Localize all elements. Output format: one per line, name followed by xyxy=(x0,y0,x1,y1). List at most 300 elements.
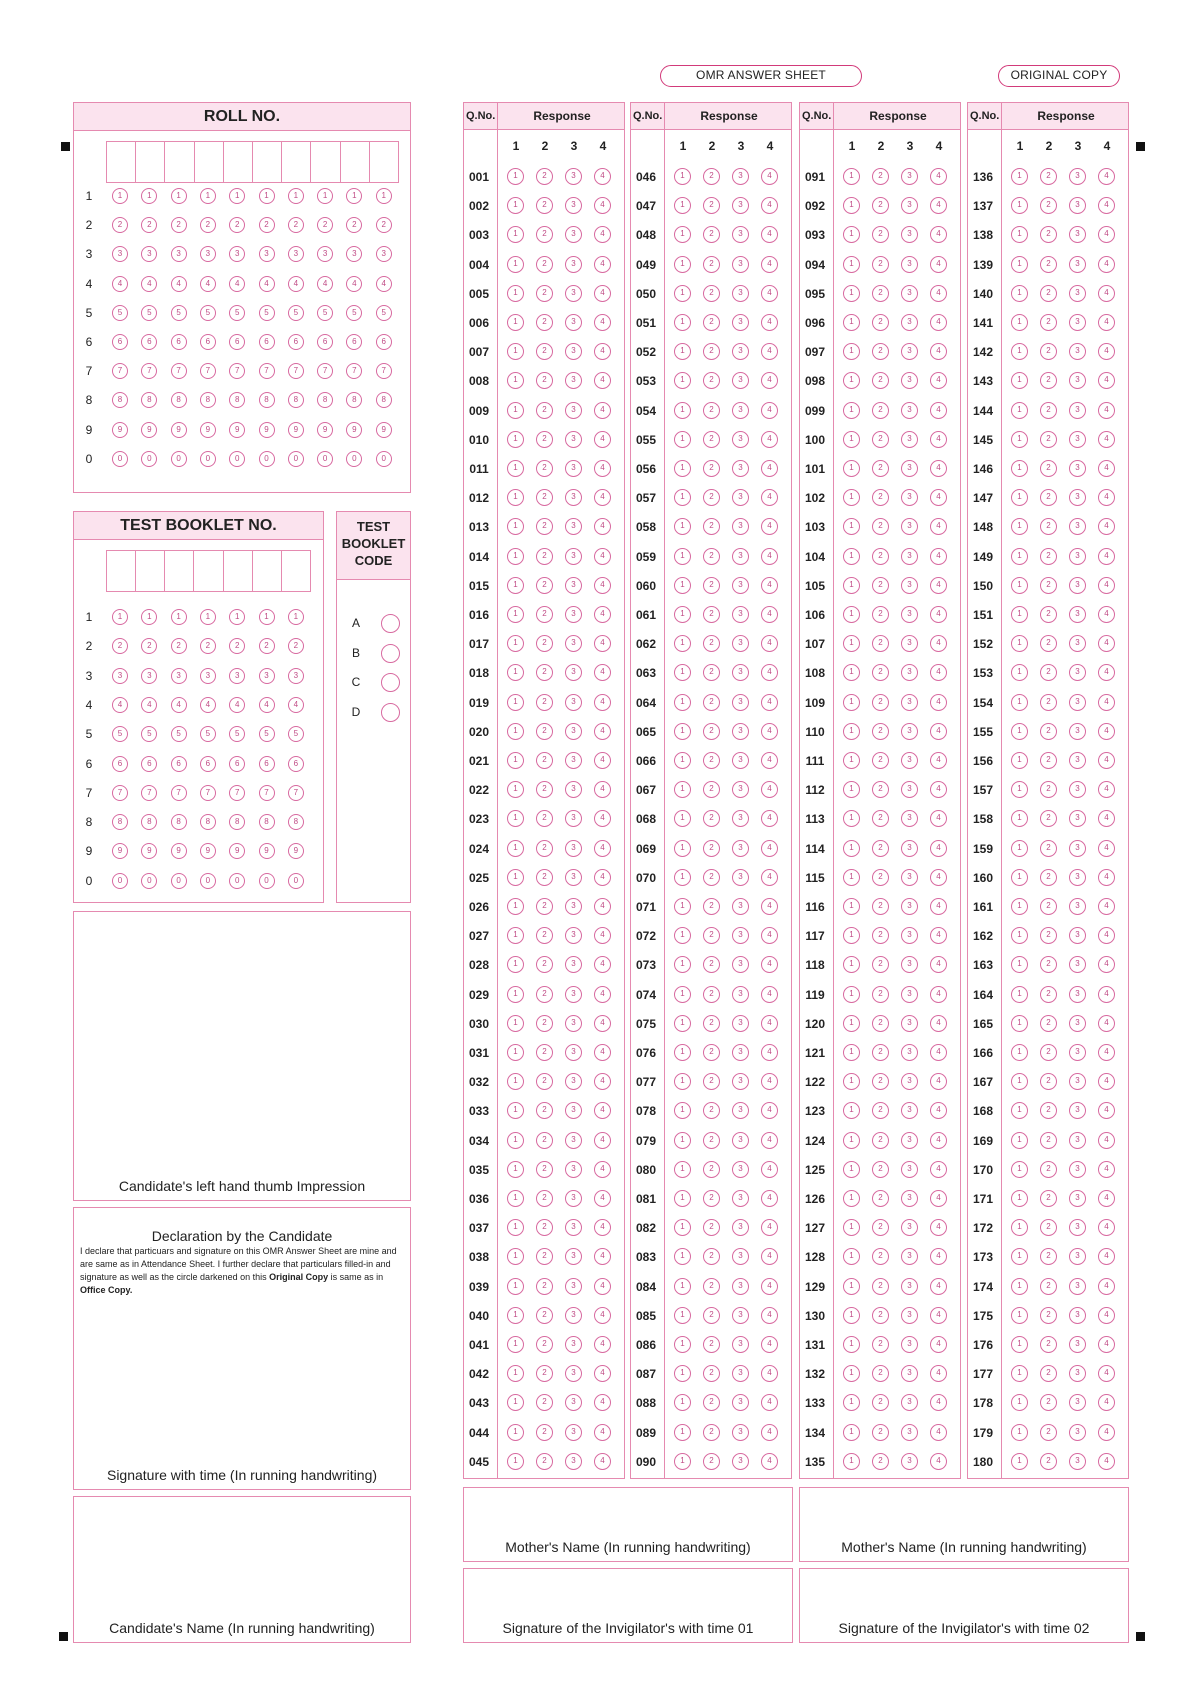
answer-bubble[interactable]: 1 xyxy=(1011,1219,1028,1236)
booklet-bubble[interactable]: 2 xyxy=(171,638,187,654)
answer-bubble[interactable]: 3 xyxy=(1069,314,1086,331)
booklet-bubble[interactable]: 7 xyxy=(171,785,187,801)
booklet-bubble[interactable]: 7 xyxy=(259,785,275,801)
answer-bubble[interactable]: 3 xyxy=(732,1278,749,1295)
roll-bubble[interactable]: 2 xyxy=(200,217,216,233)
answer-bubble[interactable]: 2 xyxy=(536,343,553,360)
answer-bubble[interactable]: 4 xyxy=(761,256,778,273)
booklet-bubble[interactable]: 4 xyxy=(171,697,187,713)
answer-bubble[interactable]: 1 xyxy=(1011,986,1028,1003)
booklet-bubble[interactable]: 8 xyxy=(141,814,157,830)
answer-bubble[interactable]: 1 xyxy=(843,927,860,944)
answer-bubble[interactable]: 4 xyxy=(930,810,947,827)
answer-bubble[interactable]: 3 xyxy=(901,898,918,915)
roll-bubble[interactable]: 8 xyxy=(317,392,333,408)
answer-bubble[interactable]: 2 xyxy=(536,1190,553,1207)
booklet-bubble[interactable]: 4 xyxy=(112,697,128,713)
answer-bubble[interactable]: 4 xyxy=(1098,256,1115,273)
answer-bubble[interactable]: 3 xyxy=(732,343,749,360)
answer-bubble[interactable]: 2 xyxy=(536,1365,553,1382)
answer-bubble[interactable]: 3 xyxy=(732,1453,749,1470)
answer-bubble[interactable]: 3 xyxy=(565,577,582,594)
answer-bubble[interactable]: 2 xyxy=(703,781,720,798)
answer-bubble[interactable]: 3 xyxy=(901,1219,918,1236)
answer-bubble[interactable]: 1 xyxy=(843,986,860,1003)
answer-bubble[interactable]: 3 xyxy=(901,840,918,857)
answer-bubble[interactable]: 4 xyxy=(930,694,947,711)
roll-bubble[interactable]: 9 xyxy=(171,422,187,438)
answer-bubble[interactable]: 2 xyxy=(872,869,889,886)
answer-bubble[interactable]: 4 xyxy=(930,1161,947,1178)
answer-bubble[interactable]: 4 xyxy=(594,1424,611,1441)
answer-bubble[interactable]: 4 xyxy=(594,869,611,886)
answer-bubble[interactable]: 4 xyxy=(761,431,778,448)
answer-bubble[interactable]: 2 xyxy=(1040,1453,1057,1470)
roll-bubble[interactable]: 1 xyxy=(317,188,333,204)
answer-bubble[interactable]: 4 xyxy=(1098,1132,1115,1149)
answer-bubble[interactable]: 1 xyxy=(674,518,691,535)
answer-bubble[interactable]: 2 xyxy=(872,1073,889,1090)
answer-bubble[interactable]: 3 xyxy=(1069,1453,1086,1470)
answer-bubble[interactable]: 3 xyxy=(1069,606,1086,623)
answer-bubble[interactable]: 4 xyxy=(594,986,611,1003)
answer-bubble[interactable]: 4 xyxy=(930,664,947,681)
answer-bubble[interactable]: 1 xyxy=(843,577,860,594)
answer-bubble[interactable]: 1 xyxy=(507,285,524,302)
answer-bubble[interactable]: 4 xyxy=(930,898,947,915)
answer-bubble[interactable]: 4 xyxy=(1098,489,1115,506)
answer-bubble[interactable]: 2 xyxy=(703,197,720,214)
answer-bubble[interactable]: 1 xyxy=(843,548,860,565)
answer-bubble[interactable]: 2 xyxy=(536,197,553,214)
answer-bubble[interactable]: 3 xyxy=(1069,372,1086,389)
roll-bubble[interactable]: 3 xyxy=(317,246,333,262)
thumb-impression-box[interactable] xyxy=(73,911,411,1201)
answer-bubble[interactable]: 1 xyxy=(507,1394,524,1411)
roll-bubble[interactable]: 1 xyxy=(200,188,216,204)
answer-bubble[interactable]: 1 xyxy=(843,1219,860,1236)
answer-bubble[interactable]: 2 xyxy=(872,256,889,273)
answer-bubble[interactable]: 4 xyxy=(761,168,778,185)
invigilator-signature-box-1[interactable] xyxy=(463,1568,793,1643)
roll-bubble[interactable]: 6 xyxy=(376,334,392,350)
answer-bubble[interactable]: 3 xyxy=(1069,840,1086,857)
answer-bubble[interactable]: 1 xyxy=(1011,343,1028,360)
answer-bubble[interactable]: 3 xyxy=(732,635,749,652)
answer-bubble[interactable]: 1 xyxy=(843,606,860,623)
answer-bubble[interactable]: 4 xyxy=(1098,1453,1115,1470)
answer-bubble[interactable]: 4 xyxy=(761,1132,778,1149)
roll-bubble[interactable]: 7 xyxy=(346,363,362,379)
answer-bubble[interactable]: 3 xyxy=(1069,723,1086,740)
answer-bubble[interactable]: 4 xyxy=(761,1307,778,1324)
answer-bubble[interactable]: 2 xyxy=(536,548,553,565)
answer-bubble[interactable]: 2 xyxy=(536,431,553,448)
answer-bubble[interactable]: 4 xyxy=(930,781,947,798)
roll-bubble[interactable]: 3 xyxy=(288,246,304,262)
answer-bubble[interactable]: 2 xyxy=(703,956,720,973)
answer-bubble[interactable]: 1 xyxy=(1011,869,1028,886)
answer-bubble[interactable]: 1 xyxy=(507,372,524,389)
answer-bubble[interactable]: 1 xyxy=(1011,1102,1028,1119)
answer-bubble[interactable]: 1 xyxy=(507,1453,524,1470)
answer-bubble[interactable]: 4 xyxy=(1098,723,1115,740)
roll-bubble[interactable]: 7 xyxy=(200,363,216,379)
answer-bubble[interactable]: 1 xyxy=(507,343,524,360)
answer-bubble[interactable]: 3 xyxy=(1069,752,1086,769)
roll-bubble[interactable]: 3 xyxy=(376,246,392,262)
answer-bubble[interactable]: 4 xyxy=(761,1073,778,1090)
answer-bubble[interactable]: 1 xyxy=(843,1073,860,1090)
answer-bubble[interactable]: 4 xyxy=(761,606,778,623)
answer-bubble[interactable]: 2 xyxy=(703,1044,720,1061)
roll-bubble[interactable]: 4 xyxy=(141,276,157,292)
booklet-bubble[interactable]: 1 xyxy=(288,609,304,625)
answer-bubble[interactable]: 2 xyxy=(536,518,553,535)
answer-bubble[interactable]: 4 xyxy=(930,285,947,302)
answer-bubble[interactable]: 4 xyxy=(1098,869,1115,886)
roll-bubble[interactable]: 6 xyxy=(288,334,304,350)
roll-bubble[interactable]: 4 xyxy=(229,276,245,292)
booklet-bubble[interactable]: 6 xyxy=(259,756,275,772)
answer-bubble[interactable]: 2 xyxy=(703,1073,720,1090)
answer-bubble[interactable]: 2 xyxy=(1040,986,1057,1003)
answer-bubble[interactable]: 1 xyxy=(1011,1044,1028,1061)
answer-bubble[interactable]: 4 xyxy=(761,986,778,1003)
answer-bubble[interactable]: 1 xyxy=(1011,256,1028,273)
answer-bubble[interactable]: 3 xyxy=(901,168,918,185)
answer-bubble[interactable]: 2 xyxy=(1040,1278,1057,1295)
answer-bubble[interactable]: 1 xyxy=(674,1248,691,1265)
answer-bubble[interactable]: 3 xyxy=(565,1102,582,1119)
answer-bubble[interactable]: 2 xyxy=(1040,1307,1057,1324)
answer-bubble[interactable]: 3 xyxy=(901,986,918,1003)
answer-bubble[interactable]: 1 xyxy=(507,226,524,243)
answer-bubble[interactable]: 3 xyxy=(565,226,582,243)
roll-bubble[interactable]: 5 xyxy=(141,305,157,321)
answer-bubble[interactable]: 2 xyxy=(1040,606,1057,623)
answer-bubble[interactable]: 3 xyxy=(901,1394,918,1411)
booklet-bubble[interactable]: 9 xyxy=(259,843,275,859)
answer-bubble[interactable]: 1 xyxy=(674,1424,691,1441)
answer-bubble[interactable]: 4 xyxy=(594,664,611,681)
answer-bubble[interactable]: 1 xyxy=(843,489,860,506)
answer-bubble[interactable]: 2 xyxy=(1040,1336,1057,1353)
answer-bubble[interactable]: 4 xyxy=(594,285,611,302)
answer-bubble[interactable]: 3 xyxy=(732,168,749,185)
answer-bubble[interactable]: 1 xyxy=(507,927,524,944)
answer-bubble[interactable]: 1 xyxy=(843,1424,860,1441)
answer-bubble[interactable]: 1 xyxy=(843,1132,860,1149)
answer-bubble[interactable]: 1 xyxy=(1011,927,1028,944)
answer-bubble[interactable]: 3 xyxy=(1069,1424,1086,1441)
answer-bubble[interactable]: 4 xyxy=(930,723,947,740)
answer-bubble[interactable]: 2 xyxy=(536,460,553,477)
answer-bubble[interactable]: 3 xyxy=(1069,1190,1086,1207)
answer-bubble[interactable]: 2 xyxy=(703,460,720,477)
answer-bubble[interactable]: 2 xyxy=(872,402,889,419)
roll-bubble[interactable]: 8 xyxy=(346,392,362,408)
roll-bubble[interactable]: 1 xyxy=(229,188,245,204)
answer-bubble[interactable]: 2 xyxy=(1040,226,1057,243)
answer-bubble[interactable]: 3 xyxy=(732,1219,749,1236)
answer-bubble[interactable]: 4 xyxy=(1098,168,1115,185)
answer-bubble[interactable]: 3 xyxy=(901,226,918,243)
answer-bubble[interactable]: 4 xyxy=(594,460,611,477)
answer-bubble[interactable]: 2 xyxy=(536,489,553,506)
answer-bubble[interactable]: 3 xyxy=(565,810,582,827)
roll-bubble[interactable]: 0 xyxy=(112,451,128,467)
answer-bubble[interactable]: 2 xyxy=(536,635,553,652)
answer-bubble[interactable]: 2 xyxy=(703,1132,720,1149)
roll-bubble[interactable]: 3 xyxy=(346,246,362,262)
answer-bubble[interactable]: 3 xyxy=(565,489,582,506)
answer-bubble[interactable]: 3 xyxy=(565,606,582,623)
answer-bubble[interactable]: 2 xyxy=(703,577,720,594)
answer-bubble[interactable]: 2 xyxy=(1040,1015,1057,1032)
answer-bubble[interactable]: 3 xyxy=(565,635,582,652)
mother-name-box-1[interactable] xyxy=(463,1487,793,1562)
answer-bubble[interactable]: 4 xyxy=(761,1161,778,1178)
answer-bubble[interactable]: 3 xyxy=(901,1015,918,1032)
answer-bubble[interactable]: 2 xyxy=(872,1365,889,1382)
answer-bubble[interactable]: 1 xyxy=(843,635,860,652)
answer-bubble[interactable]: 2 xyxy=(703,1248,720,1265)
answer-bubble[interactable]: 4 xyxy=(1098,1365,1115,1382)
answer-bubble[interactable]: 4 xyxy=(930,431,947,448)
roll-bubble[interactable]: 3 xyxy=(200,246,216,262)
booklet-no-write-boxes[interactable] xyxy=(106,550,311,592)
answer-bubble[interactable]: 4 xyxy=(1098,285,1115,302)
answer-bubble[interactable]: 2 xyxy=(536,1161,553,1178)
roll-bubble[interactable]: 7 xyxy=(288,363,304,379)
answer-bubble[interactable]: 4 xyxy=(930,489,947,506)
answer-bubble[interactable]: 1 xyxy=(1011,314,1028,331)
answer-bubble[interactable]: 4 xyxy=(1098,1307,1115,1324)
booklet-bubble[interactable]: 9 xyxy=(112,843,128,859)
answer-bubble[interactable]: 1 xyxy=(507,1102,524,1119)
roll-bubble[interactable]: 6 xyxy=(112,334,128,350)
answer-bubble[interactable]: 2 xyxy=(872,197,889,214)
answer-bubble[interactable]: 3 xyxy=(901,752,918,769)
answer-bubble[interactable]: 2 xyxy=(872,927,889,944)
answer-bubble[interactable]: 3 xyxy=(732,752,749,769)
booklet-bubble[interactable]: 2 xyxy=(259,638,275,654)
answer-bubble[interactable]: 2 xyxy=(703,752,720,769)
answer-bubble[interactable]: 1 xyxy=(1011,577,1028,594)
answer-bubble[interactable]: 3 xyxy=(565,314,582,331)
answer-bubble[interactable]: 4 xyxy=(594,840,611,857)
answer-bubble[interactable]: 2 xyxy=(703,1336,720,1353)
answer-bubble[interactable]: 4 xyxy=(1098,431,1115,448)
answer-bubble[interactable]: 4 xyxy=(930,518,947,535)
answer-bubble[interactable]: 3 xyxy=(565,723,582,740)
answer-bubble[interactable]: 2 xyxy=(536,927,553,944)
roll-bubble[interactable]: 7 xyxy=(317,363,333,379)
answer-bubble[interactable]: 4 xyxy=(1098,1278,1115,1295)
answer-bubble[interactable]: 1 xyxy=(507,606,524,623)
answer-bubble[interactable]: 1 xyxy=(674,723,691,740)
answer-bubble[interactable]: 3 xyxy=(732,1015,749,1032)
answer-bubble[interactable]: 1 xyxy=(674,256,691,273)
answer-bubble[interactable]: 1 xyxy=(843,1102,860,1119)
booklet-bubble[interactable]: 5 xyxy=(259,726,275,742)
answer-bubble[interactable]: 1 xyxy=(674,781,691,798)
answer-bubble[interactable]: 2 xyxy=(703,431,720,448)
booklet-bubble[interactable]: 8 xyxy=(229,814,245,830)
answer-bubble[interactable]: 4 xyxy=(930,986,947,1003)
answer-bubble[interactable]: 4 xyxy=(930,1219,947,1236)
answer-bubble[interactable]: 2 xyxy=(872,606,889,623)
roll-bubble[interactable]: 5 xyxy=(112,305,128,321)
answer-bubble[interactable]: 4 xyxy=(930,314,947,331)
answer-bubble[interactable]: 1 xyxy=(674,197,691,214)
answer-bubble[interactable]: 4 xyxy=(761,402,778,419)
answer-bubble[interactable]: 3 xyxy=(565,1424,582,1441)
roll-bubble[interactable]: 3 xyxy=(171,246,187,262)
answer-bubble[interactable]: 2 xyxy=(1040,635,1057,652)
roll-bubble[interactable]: 0 xyxy=(229,451,245,467)
booklet-bubble[interactable]: 1 xyxy=(112,609,128,625)
answer-bubble[interactable]: 3 xyxy=(732,810,749,827)
answer-bubble[interactable]: 1 xyxy=(843,285,860,302)
answer-bubble[interactable]: 4 xyxy=(1098,1424,1115,1441)
booklet-bubble[interactable]: 3 xyxy=(259,668,275,684)
answer-bubble[interactable]: 4 xyxy=(1098,810,1115,827)
roll-bubble[interactable]: 1 xyxy=(171,188,187,204)
answer-bubble[interactable]: 4 xyxy=(1098,402,1115,419)
answer-bubble[interactable]: 1 xyxy=(507,1365,524,1382)
answer-bubble[interactable]: 2 xyxy=(703,1453,720,1470)
answer-bubble[interactable]: 3 xyxy=(1069,548,1086,565)
answer-bubble[interactable]: 1 xyxy=(674,1219,691,1236)
answer-bubble[interactable]: 2 xyxy=(1040,956,1057,973)
answer-bubble[interactable]: 3 xyxy=(1069,1307,1086,1324)
answer-bubble[interactable]: 1 xyxy=(1011,1132,1028,1149)
answer-bubble[interactable]: 1 xyxy=(674,489,691,506)
roll-bubble[interactable]: 9 xyxy=(141,422,157,438)
answer-bubble[interactable]: 1 xyxy=(507,197,524,214)
answer-bubble[interactable]: 4 xyxy=(930,1278,947,1295)
answer-bubble[interactable]: 1 xyxy=(843,1248,860,1265)
answer-bubble[interactable]: 2 xyxy=(536,840,553,857)
answer-bubble[interactable]: 1 xyxy=(507,840,524,857)
answer-bubble[interactable]: 3 xyxy=(565,752,582,769)
answer-bubble[interactable]: 2 xyxy=(872,810,889,827)
answer-bubble[interactable]: 3 xyxy=(732,927,749,944)
answer-bubble[interactable]: 3 xyxy=(732,986,749,1003)
answer-bubble[interactable]: 3 xyxy=(901,956,918,973)
answer-bubble[interactable]: 1 xyxy=(674,840,691,857)
answer-bubble[interactable]: 2 xyxy=(872,664,889,681)
answer-bubble[interactable]: 1 xyxy=(674,460,691,477)
answer-bubble[interactable]: 2 xyxy=(536,664,553,681)
answer-bubble[interactable]: 4 xyxy=(1098,1044,1115,1061)
roll-bubble[interactable]: 4 xyxy=(317,276,333,292)
answer-bubble[interactable]: 1 xyxy=(1011,1453,1028,1470)
answer-bubble[interactable]: 3 xyxy=(565,1394,582,1411)
answer-bubble[interactable]: 2 xyxy=(1040,1073,1057,1090)
answer-bubble[interactable]: 1 xyxy=(843,1394,860,1411)
answer-bubble[interactable]: 3 xyxy=(732,285,749,302)
answer-bubble[interactable]: 2 xyxy=(1040,343,1057,360)
answer-bubble[interactable]: 3 xyxy=(1069,869,1086,886)
answer-bubble[interactable]: 3 xyxy=(1069,1073,1086,1090)
answer-bubble[interactable]: 2 xyxy=(703,664,720,681)
answer-bubble[interactable]: 4 xyxy=(761,1190,778,1207)
answer-bubble[interactable]: 1 xyxy=(507,1219,524,1236)
answer-bubble[interactable]: 3 xyxy=(1069,956,1086,973)
answer-bubble[interactable]: 1 xyxy=(1011,518,1028,535)
answer-bubble[interactable]: 2 xyxy=(872,314,889,331)
answer-bubble[interactable]: 2 xyxy=(1040,694,1057,711)
answer-bubble[interactable]: 2 xyxy=(703,606,720,623)
answer-bubble[interactable]: 3 xyxy=(732,1336,749,1353)
answer-bubble[interactable]: 2 xyxy=(1040,1161,1057,1178)
answer-bubble[interactable]: 4 xyxy=(930,1424,947,1441)
answer-bubble[interactable]: 4 xyxy=(930,1015,947,1032)
answer-bubble[interactable]: 4 xyxy=(761,372,778,389)
answer-bubble[interactable]: 2 xyxy=(872,1190,889,1207)
answer-bubble[interactable]: 3 xyxy=(901,577,918,594)
roll-bubble[interactable]: 8 xyxy=(200,392,216,408)
answer-bubble[interactable]: 2 xyxy=(536,314,553,331)
answer-bubble[interactable]: 4 xyxy=(594,956,611,973)
answer-bubble[interactable]: 4 xyxy=(594,1248,611,1265)
answer-bubble[interactable]: 3 xyxy=(901,343,918,360)
answer-bubble[interactable]: 3 xyxy=(1069,489,1086,506)
answer-bubble[interactable]: 3 xyxy=(1069,460,1086,477)
answer-bubble[interactable]: 1 xyxy=(674,869,691,886)
answer-bubble[interactable]: 4 xyxy=(930,256,947,273)
answer-bubble[interactable]: 4 xyxy=(594,1161,611,1178)
answer-bubble[interactable]: 3 xyxy=(732,402,749,419)
answer-bubble[interactable]: 1 xyxy=(843,1015,860,1032)
answer-bubble[interactable]: 2 xyxy=(536,956,553,973)
answer-bubble[interactable]: 4 xyxy=(761,343,778,360)
answer-bubble[interactable]: 4 xyxy=(594,256,611,273)
answer-bubble[interactable]: 1 xyxy=(507,460,524,477)
answer-bubble[interactable]: 1 xyxy=(507,1336,524,1353)
answer-bubble[interactable]: 3 xyxy=(565,1278,582,1295)
answer-bubble[interactable]: 1 xyxy=(1011,781,1028,798)
answer-bubble[interactable]: 3 xyxy=(901,372,918,389)
answer-bubble[interactable]: 3 xyxy=(732,1307,749,1324)
answer-bubble[interactable]: 4 xyxy=(930,343,947,360)
answer-bubble[interactable]: 2 xyxy=(872,1161,889,1178)
answer-bubble[interactable]: 1 xyxy=(507,723,524,740)
answer-bubble[interactable]: 2 xyxy=(536,1102,553,1119)
answer-bubble[interactable]: 1 xyxy=(674,898,691,915)
answer-bubble[interactable]: 4 xyxy=(761,489,778,506)
answer-bubble[interactable]: 1 xyxy=(1011,372,1028,389)
answer-bubble[interactable]: 2 xyxy=(872,1044,889,1061)
answer-bubble[interactable]: 3 xyxy=(1069,577,1086,594)
answer-bubble[interactable]: 4 xyxy=(1098,577,1115,594)
roll-bubble[interactable]: 2 xyxy=(229,217,245,233)
answer-bubble[interactable]: 2 xyxy=(703,168,720,185)
answer-bubble[interactable]: 1 xyxy=(674,168,691,185)
roll-bubble[interactable]: 0 xyxy=(317,451,333,467)
answer-bubble[interactable]: 3 xyxy=(1069,635,1086,652)
answer-bubble[interactable]: 2 xyxy=(703,1365,720,1382)
answer-bubble[interactable]: 1 xyxy=(1011,1015,1028,1032)
answer-bubble[interactable]: 4 xyxy=(761,781,778,798)
answer-bubble[interactable]: 3 xyxy=(1069,518,1086,535)
answer-bubble[interactable]: 1 xyxy=(843,460,860,477)
answer-bubble[interactable]: 4 xyxy=(930,956,947,973)
roll-bubble[interactable]: 3 xyxy=(141,246,157,262)
